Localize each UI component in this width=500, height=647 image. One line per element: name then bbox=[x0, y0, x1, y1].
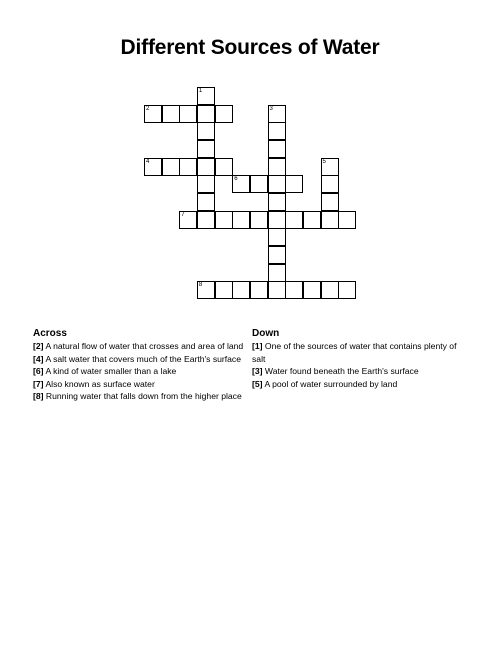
grid-cell[interactable] bbox=[268, 193, 286, 211]
grid-cell[interactable] bbox=[268, 211, 286, 229]
grid-cell[interactable] bbox=[268, 175, 286, 193]
grid-cell[interactable] bbox=[268, 158, 286, 176]
grid-cell[interactable] bbox=[197, 175, 215, 193]
grid-cell[interactable] bbox=[162, 158, 180, 176]
clue-number: [1] bbox=[252, 341, 263, 351]
grid-cell[interactable] bbox=[285, 211, 303, 229]
down-clues bbox=[252, 327, 467, 390]
grid-cell[interactable] bbox=[303, 211, 321, 229]
clue-text: Running water that falls down from the higher place bbox=[45, 391, 242, 401]
grid-cell[interactable] bbox=[162, 105, 180, 123]
grid-cell[interactable] bbox=[250, 211, 268, 229]
clue-across-4 bbox=[33, 353, 248, 366]
clue-across-2 bbox=[33, 340, 248, 353]
clue-number: [6] bbox=[33, 366, 44, 376]
grid-cell[interactable] bbox=[215, 281, 233, 299]
cell-number: 8 bbox=[198, 282, 203, 289]
grid-cell[interactable] bbox=[144, 158, 162, 176]
grid-cell[interactable] bbox=[179, 158, 197, 176]
clue-across-7 bbox=[33, 378, 248, 391]
page-title: Different Sources of Water bbox=[120, 36, 380, 59]
grid-cell[interactable] bbox=[338, 211, 356, 229]
cell-number: 6 bbox=[234, 176, 238, 183]
clue-down-1 bbox=[252, 340, 467, 365]
grid-cell[interactable] bbox=[268, 122, 286, 140]
clue-number: [5] bbox=[252, 378, 263, 389]
grid-cell[interactable] bbox=[268, 246, 286, 264]
cell-number: 7 bbox=[181, 211, 185, 218]
grid-cell[interactable] bbox=[197, 87, 215, 105]
grid-cell[interactable] bbox=[321, 211, 339, 229]
grid-cell[interactable] bbox=[215, 105, 233, 123]
cell-number: 4 bbox=[146, 158, 150, 165]
grid-cell[interactable] bbox=[197, 140, 215, 158]
clue-text: A kind of water smaller than a lake bbox=[45, 366, 177, 376]
cell-number: 3 bbox=[269, 105, 273, 112]
grid-cell[interactable] bbox=[321, 193, 339, 211]
clue-across-8 bbox=[33, 390, 248, 403]
clue-across-6 bbox=[33, 365, 248, 378]
grid-cell[interactable] bbox=[197, 281, 215, 299]
grid-cell[interactable] bbox=[268, 140, 286, 158]
clue-number: [8] bbox=[33, 391, 44, 401]
down-heading: Down bbox=[252, 328, 280, 339]
cell-number: 1 bbox=[198, 88, 203, 94]
clue-number: [7] bbox=[33, 378, 44, 389]
clue-down-5 bbox=[252, 378, 467, 391]
grid-cell[interactable] bbox=[268, 105, 286, 123]
grid-cell[interactable] bbox=[232, 175, 250, 193]
grid-cell[interactable] bbox=[232, 211, 250, 229]
cell-number: 5 bbox=[322, 158, 326, 165]
grid-cell[interactable] bbox=[250, 175, 268, 193]
grid-cell[interactable] bbox=[215, 211, 233, 229]
grid-cell[interactable] bbox=[338, 281, 356, 299]
grid-cell[interactable] bbox=[215, 158, 233, 176]
grid-cell[interactable] bbox=[321, 158, 339, 176]
clue-text: Water found beneath the Earth's surface bbox=[264, 366, 419, 376]
clue-text: Also known as surface water bbox=[45, 378, 155, 389]
across-clues bbox=[33, 327, 248, 403]
grid-cell[interactable] bbox=[321, 281, 339, 299]
grid-cell[interactable] bbox=[197, 211, 215, 229]
clue-text: A natural flow of water that crosses and area of land bbox=[45, 341, 244, 351]
crossword-grid bbox=[0, 0, 500, 320]
grid-cell[interactable] bbox=[268, 228, 286, 246]
clue-text: A salt water that covers much of the Earth's surface bbox=[45, 353, 242, 364]
clue-text: One of the sources of water that contains plenty of salt bbox=[252, 341, 457, 364]
clue-number: [4] bbox=[33, 353, 44, 364]
grid-cell[interactable] bbox=[144, 105, 162, 123]
grid-cell[interactable] bbox=[179, 211, 197, 229]
grid-cell[interactable] bbox=[197, 193, 215, 211]
grid-cell[interactable] bbox=[285, 175, 303, 193]
clue-text: A pool of water surrounded by land bbox=[264, 378, 398, 389]
grid-cell[interactable] bbox=[303, 281, 321, 299]
cell-number: 2 bbox=[146, 105, 150, 112]
grid-cell[interactable] bbox=[250, 281, 268, 299]
clue-number: [3] bbox=[252, 366, 263, 376]
grid-cell[interactable] bbox=[197, 158, 215, 176]
grid-cell[interactable] bbox=[268, 281, 286, 299]
grid-cell[interactable] bbox=[321, 175, 339, 193]
grid-cell[interactable] bbox=[232, 281, 250, 299]
clue-number: [2] bbox=[33, 341, 44, 351]
across-heading: Across bbox=[33, 328, 67, 339]
clue-down-3 bbox=[252, 365, 467, 378]
grid-cell[interactable] bbox=[179, 105, 197, 123]
grid-cell[interactable] bbox=[268, 264, 286, 282]
grid-cell[interactable] bbox=[197, 105, 215, 123]
grid-cell[interactable] bbox=[285, 281, 303, 299]
grid-cell[interactable] bbox=[197, 122, 215, 140]
